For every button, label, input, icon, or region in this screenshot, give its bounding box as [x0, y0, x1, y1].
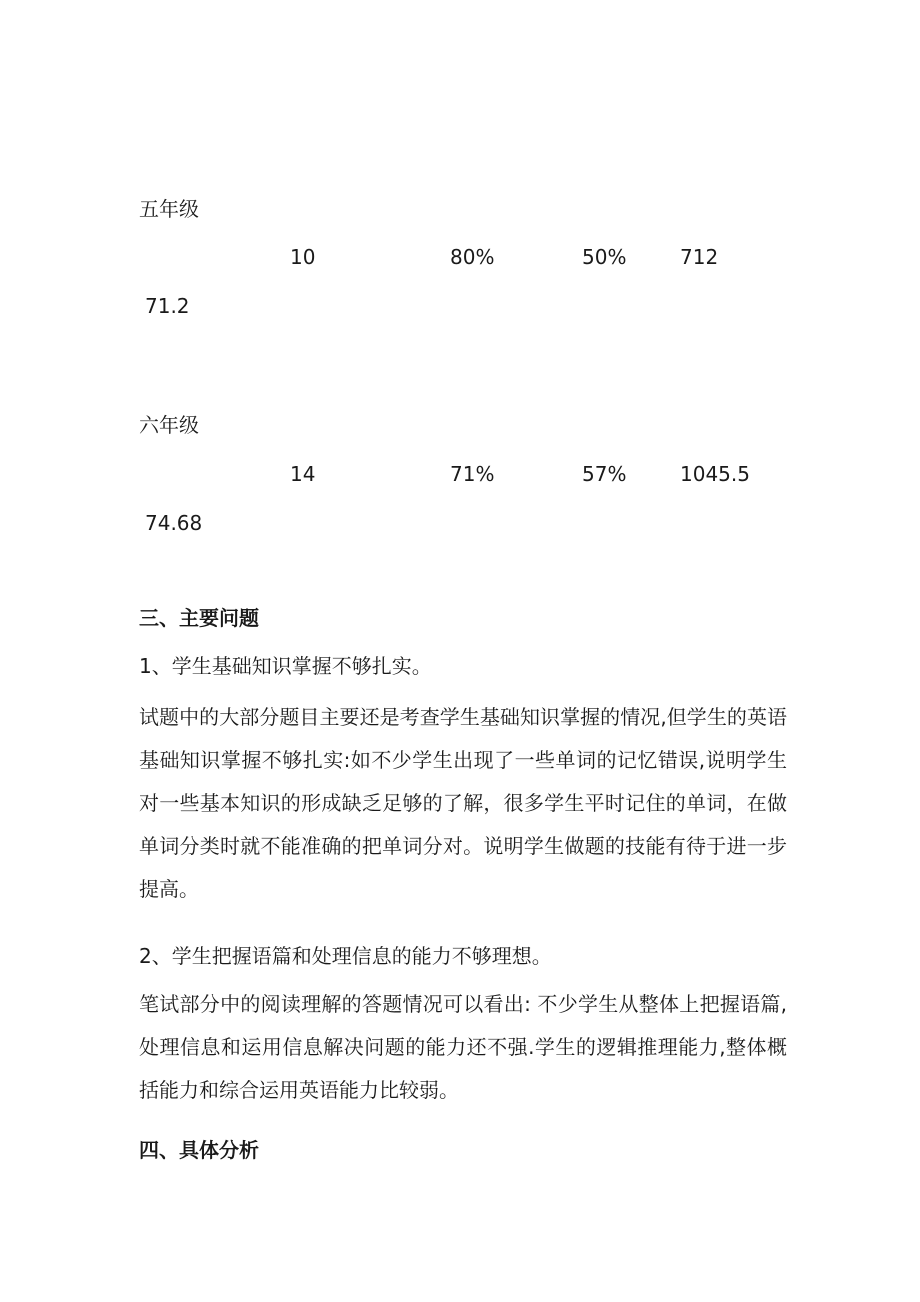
grade-label: 五年级: [139, 197, 199, 221]
rate-1: 80%: [450, 245, 495, 269]
rate-2: 57%: [582, 462, 627, 486]
section-heading-detailed-analysis: 四、具体分析: [139, 1138, 259, 1162]
problem-1-title: 1、学生基础知识掌握不够扎实。: [139, 654, 432, 678]
rate-1: 71%: [450, 462, 495, 486]
average-score: 74.68: [145, 511, 203, 535]
problem-2-body: 笔试部分中的阅读理解的答题情况可以看出: 不少学生从整体上把握语篇,处理信息和运用信息解决问题的能力还不强.学生的逻辑推理能力,整体概括能力和综合运用英语能力比较弱。: [139, 992, 787, 1102]
problem-2-title: 2、学生把握语篇和处理信息的能力不够理想。: [139, 944, 552, 968]
average-score: 71.2: [145, 294, 190, 318]
problem-1-body: 试题中的大部分题目主要还是考查学生基础知识掌握的情况,但学生的英语基础知识掌握不够扎实:如不少学生出现了一些单词的记忆错误,说明学生对一些基本知识的形成缺乏足够的了解，很多学生平时记住的单词，在做单词分类时就不能准确的把单词分对。说明学生做题的技能有待于进一步提高。: [139, 705, 787, 901]
rate-2: 50%: [582, 245, 627, 269]
student-count: 14: [290, 462, 316, 486]
total-score: 712: [680, 245, 719, 269]
grade-label: 六年级: [139, 413, 199, 437]
student-count: 10: [290, 245, 316, 269]
section-heading-main-problems: 三、主要问题: [139, 606, 259, 630]
total-score: 1045.5: [680, 462, 750, 486]
